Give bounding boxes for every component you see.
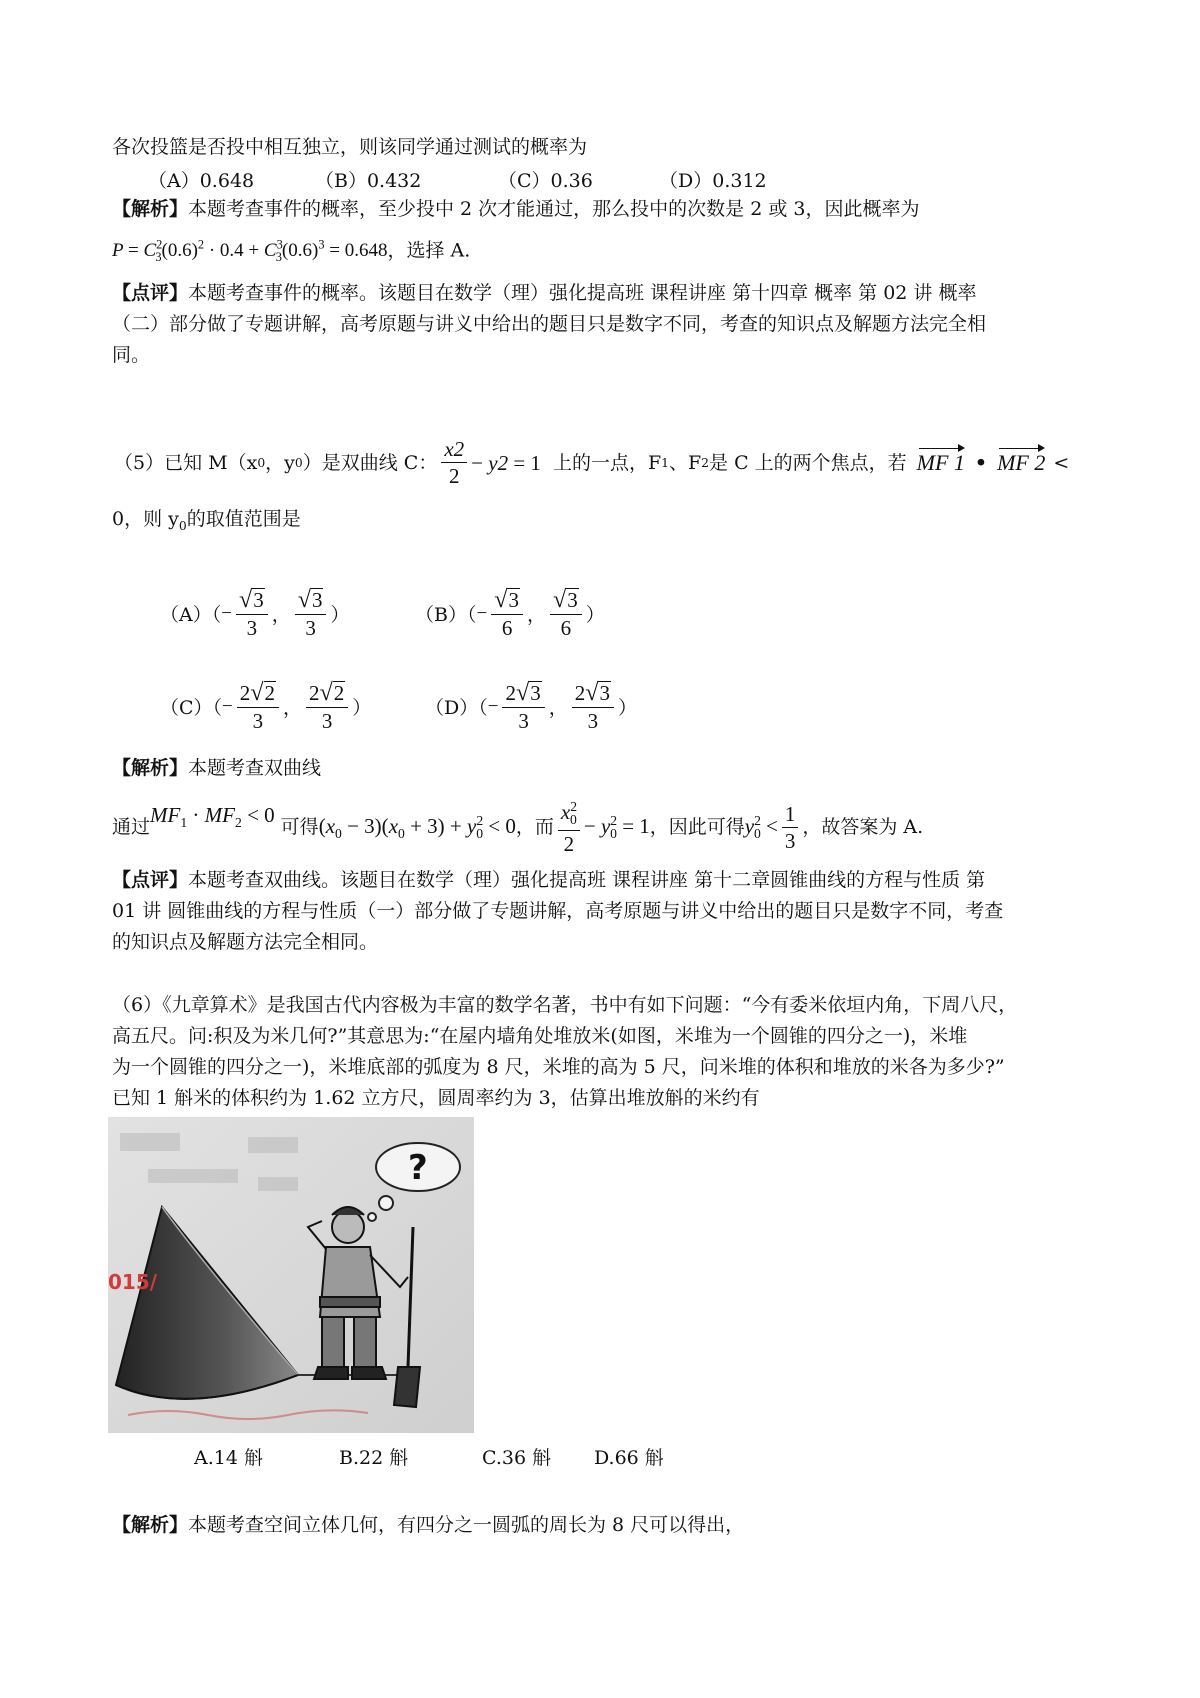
vector-mf2: MF 2 (997, 449, 1046, 475)
rice-pile-illustration (108, 1117, 474, 1433)
comment-text: 本题考查事件的概率。该题目在数学（理）强化提高班 课程讲座 第十四章 概率 第 02 讲 概率 (188, 282, 977, 304)
q4-option-d: （D）0.312 (659, 170, 767, 192)
q5-comment-line-2: 01 讲 圆锥曲线的方程与性质（一）部分做了专题讲解，高考原题与讲义中给出的题目只是数字不同，考查 (112, 900, 1004, 922)
q4-option-a: （A）0.648 (148, 170, 255, 192)
q6-stem-line-1: （6）《九章算术》是我国古代内容极为丰富的数学名著，书中有如下问题：“今有委米依垣内角，下周八尺， (112, 994, 1018, 1016)
solution-text: ，故答案为 A. (802, 816, 924, 839)
q4-option-c: （C）0.36 (498, 170, 593, 192)
stem-text: ）是双曲线 C： (302, 451, 438, 474)
comment-tag: 【点评】 (112, 282, 189, 304)
hyperbola-equation-rest: − y2 = 1 (471, 450, 541, 475)
stem-text: 是 C 上的两个焦点，若 (709, 451, 907, 474)
hyperbola-equation: $\frac{x2}{2}$ (441, 438, 467, 487)
solution-text: 通过 (112, 816, 151, 839)
dot-product-inequality: $MF_1 \cdot MF_2 < 0$ (150, 803, 275, 831)
stem-text: 0，则 y (112, 508, 179, 530)
figure-mark: 015/ (108, 1270, 158, 1294)
stem-text: 、F (668, 451, 702, 474)
q4-comment-line-3: 同。 (112, 344, 151, 366)
result-inequality: $y^2_0$ < (744, 812, 778, 841)
q4-comment-line-1 (112, 280, 976, 306)
dot-operator: • (974, 451, 988, 474)
analysis-text: 本题考查事件的概率，至少投中 2 次才能通过，那么投中的次数是 2 或 3，因此概率为 (188, 198, 920, 220)
q5-option-a: （A）（ − √ 3 3 ， √ 3 3 ） (160, 586, 350, 641)
svg-text:?: ? (408, 1148, 428, 1188)
option-label: （C）（ (160, 697, 223, 720)
vector-mf1: MF 1 (916, 449, 965, 475)
solution-text: ，因此可得 (649, 816, 745, 839)
q5-option-c: （C）（ − 2 √ 2 3 ， 2 √ 2 3 ） (160, 679, 372, 734)
option-label: （D）（ (425, 697, 488, 720)
q4-formula (112, 232, 470, 270)
solution-text: ，而 (515, 816, 554, 839)
q4-analysis (112, 196, 919, 222)
coordinate-inequality: $(x_0 - 3)(x_0 + 3) + y^2_0 < 0$ (318, 812, 516, 841)
analysis-tag: 【解析】 (112, 1514, 189, 1536)
analysis-tag: 【解析】 (112, 198, 189, 220)
stem-text: ，y (265, 451, 295, 474)
q5-solution (112, 800, 923, 855)
q6-stem-line-4: 已知 1 斛米的体积约为 1.62 立方尺，圆周率约为 3，估算出堆放斛的米约有 (112, 1087, 760, 1109)
q5-comment-line-1 (112, 867, 985, 893)
analysis-text: 本题考查空间立体几何，有四分之一圆弧的周长为 8 尺可以得出， (188, 1514, 745, 1536)
curve-equation-rest: − $y^2_0 = 1$ (583, 812, 650, 841)
q6-option-a: A.14 斛 (194, 1447, 263, 1469)
formula-tail: ，选择 A. (387, 239, 471, 262)
q6-option-b: B.22 斛 (339, 1447, 409, 1469)
analysis-tag: 【解析】 (112, 757, 189, 779)
comment-text: 本题考查双曲线。该题目在数学（理）强化提高班 课程讲座 第十二章圆锥曲线的方程与性质 第 (188, 869, 986, 891)
q5-stem-line-2: 0，则 $y_0$的取值范围是 (112, 508, 301, 533)
less-than-sign: < (1053, 451, 1070, 474)
solution-text: 可得 (280, 816, 319, 839)
stem-text: 上的一点，F (552, 451, 662, 474)
option-label: （B）（ (415, 604, 477, 627)
q4-option-b: （B）0.432 (315, 170, 422, 192)
q5-comment-line-3: 的知识点及解题方法完全相同。 (112, 931, 379, 953)
comment-tag: 【点评】 (112, 869, 189, 891)
probability-formula: $P = C^2_3(0.6)^2 \cdot 0.4 + C^3_3(0.6)^3 = 0.648$ (112, 238, 388, 265)
stem-text: （5）已知 M（x (114, 451, 258, 474)
q4-stem-line: 各次投篮是否投中相互独立，则该同学通过测试的概率为 (112, 136, 588, 158)
q4-comment-line-2: （二）部分做了专题讲解，高考原题与讲义中给出的题目只是数字不同，考查的知识点及解题方法完全相 (112, 313, 987, 335)
q5-stem: （5）已知 M（x 0 ，y 0 ）是双曲线 C： $\frac{x2}{2}$ − y2 = 1 上的一点，F 1 、F 2 是 C 上的两个焦点，若 MF 1 • MF 2 < (114, 437, 1070, 489)
curve-fraction: $\frac{x^2_0}{2}$ (558, 800, 580, 855)
q6-option-c: C.36 斛 (482, 1447, 552, 1469)
q6-stem-line-2: 高五尺。问:积及为米几何?”其意思为:“在屋内墙角处堆放米(如图，米堆为一个圆锥的四分之一)，米堆 (112, 1025, 968, 1047)
option-label: （A）（ (160, 604, 222, 627)
result-fraction: $\frac{1}{3}$ (782, 803, 799, 852)
analysis-text: 本题考查双曲线 (188, 757, 322, 779)
q6-stem-line-3: 为一个圆锥的四分之一)，米堆底部的弧度为 8 尺，米堆的高为 5 尺，问米堆的体积和堆放的米各为多少?” (112, 1056, 1005, 1078)
q6-analysis (112, 1512, 744, 1538)
stem-text: 的取值范围是 (186, 508, 301, 530)
q5-analysis (112, 755, 321, 781)
q5-option-d: （D）（ − 2 √ 3 3 ， 2 √ 3 3 ） (425, 679, 637, 734)
q6-option-d: D.66 斛 (594, 1447, 664, 1469)
q5-option-b: （B）（ − √ 3 6 ， √ 3 6 ） (415, 586, 605, 641)
